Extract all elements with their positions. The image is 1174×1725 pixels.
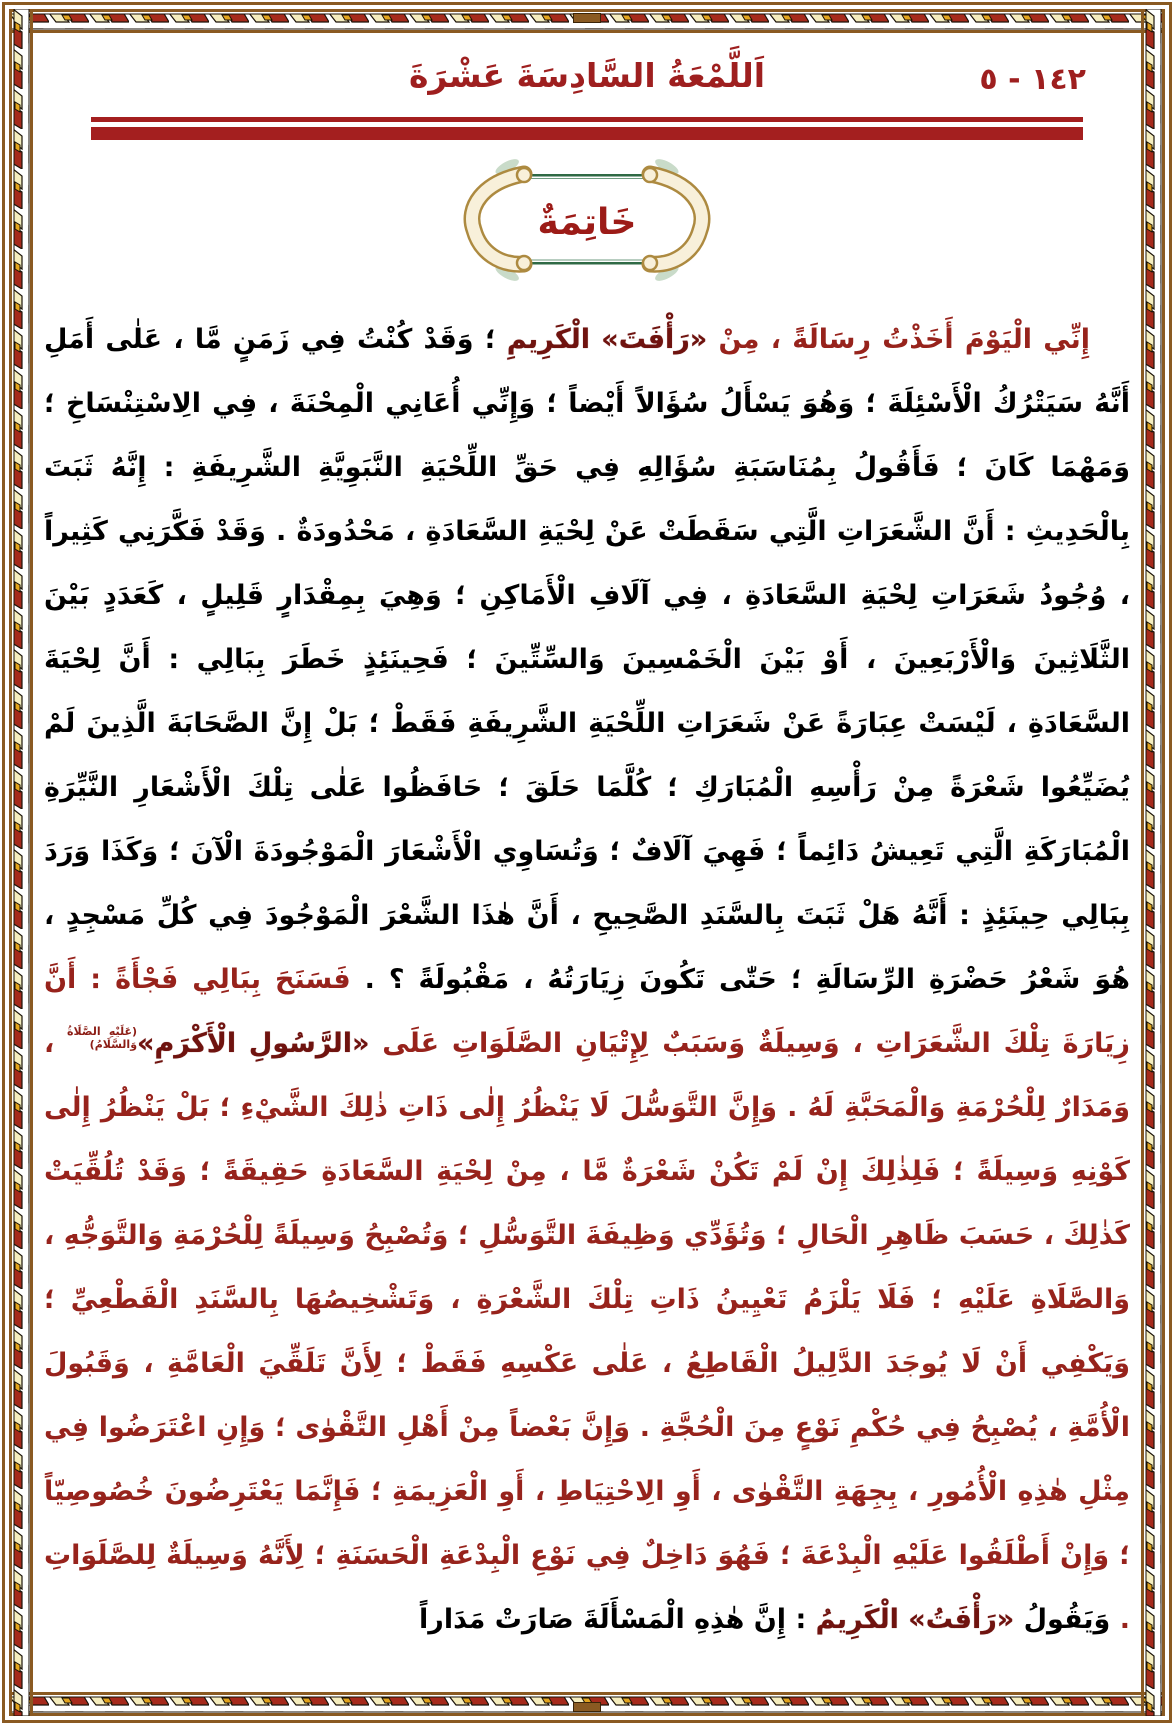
green-rail-bottom-thin-icon [524, 260, 650, 261]
page-number: ١٤٢ - ٥ [979, 62, 1086, 97]
body-segment: وَيَقُولُ [1014, 1604, 1111, 1635]
header-rule-thick [91, 127, 1083, 140]
green-rail-top-icon [524, 174, 650, 177]
body-segment-name-prophet: «الرَّسُولِ الْأَكْرَمِ» [137, 1028, 370, 1059]
body-segment: ، وَمَدَارٌ لِلْحُرْمَةِ وَالْمَحَبَّةِ لَهُ . وَإِنَّ التَّوَسُّلَ لَا يَنْظُرُ إِلٰى ذَاتِ ذٰلِكَ الشَّيْءِ ؛ بَلْ يَنْظُرُ إِلٰى كَوْنِهِ وَسِيلَةً ؛ فَلِذٰلِكَ إِنْ لَمْ تَكُنْ شَعْرَةٌ مَّا ، مِنْ لِحْيَةِ السَّعَادَةِ حَقِيقَةً ؛ وَقَدْ تُلُقِّيَتْ كَذٰلِكَ ، حَسَبَ ظَاهِرِ الْحَالِ ؛ وَتُؤَدِّي وَظِيفَةَ التَّوَسُّلِ ؛ وَتُصْبِحُ وَسِيلَةً لِلْحُرْمَةِ وَالتَّوَجُّهِ ، وَالصَّلَاةِ عَلَيْهِ ؛ فَلَا يَلْزَمُ تَعْيِينُ ذَاتِ تِلْكَ الشَّعْرَةِ ، وَتَشْخِيصُهَا بِالسَّنَدِ الْقَطْعِيِّ ؛ وَيَكْفِي أَنْ لَا يُوجَدَ الدَّلِيلُ الْقَاطِعُ ، عَلٰى عَكْسِهِ فَقَطْ ؛ لِأَنَّ تَلَقِّيَ الْعَامَّةِ ، وَقَبُولَ الْأُمَّةِ ، يُصْبِحُ فِي حُكْمِ نَوْعٍ مِنَ الْحُجَّةِ . وَإِنَّ بَعْضاً مِنْ أَهْلِ التَّقْوٰى ؛ وَإِنِ اعْتَرَضُوا فِي مِثْلِ هٰذِهِ الْأُمُورِ ، بِجِهَةِ التَّقْوٰى ، أَوِ الِاحْتِيَاطِ ، أَوِ الْعَزِيمَةِ ؛ فَإِنَّمَا يَعْتَرِضُونَ خُصُوصِيّاً ؛ وَإِنْ أَطْلَقُوا عَلَيْهِ الْبِدْعَةَ ؛ فَهُوَ دَاخِلٌ فِي نَوْعِ الْبِدْعَةِ الْحَسَنَةِ ؛ لِأَنَّهُ وَسِيلَةٌ لِلصَّلَوَاتِ . [44, 1028, 1130, 1635]
ornamental-border-left [9, 9, 33, 1716]
honorific-mark: (عَلَيْهِ الصَّلَاةُ وَالسَّلَامُ) [67, 1025, 138, 1051]
khatimah-ornament [0, 154, 1174, 292]
green-rail-top-thin-icon [524, 178, 650, 179]
body-segment: ؛ وَقَدْ كُنْتُ فِي زَمَنٍ مَّا ، عَلٰى أَمَلِ أَنَّهُ سَيَتْرُكُ الْأَسْئِلَةَ ؛ وَهُوَ يَسْأَلُ سُؤَالاً أَيْضاً ؛ وَإِنِّي أُعَانِي الْمِحْنَةَ ، فِي الِاسْتِنْسَاخِ ؛ وَمَهْمَا كَانَ ؛ فَأَقُولُ بِمُنَاسَبَةِ سُؤَالِهِ فِي حَقِّ اللِّحْيَةِ النَّبَوِيَّةِ الشَّرِيفَةِ : إِنَّهُ ثَبَتَ بِالْحَدِيثِ : أَنَّ الشَّعَرَاتِ الَّتِي سَقَطَتْ عَنْ لِحْيَةِ السَّعَادَةِ ، مَحْدُودَةٌ . وَقَدْ فَكَّرَنِي كَثِيراً ، وُجُودُ شَعَرَاتِ لِحْيَةِ السَّعَادَةِ ، فِي آلَافِ الْأَمَاكِنِ ؛ وَهِيَ بِمِقْدَارٍ قَلِيلٍ ، كَعَدَدٍ بَيْنَ الثَّلَاثِينَ وَالْأَرْبَعِينَ ، أَوْ بَيْنَ الْخَمْسِينَ وَالسِّتِّينَ ؛ فَحِينَئِذٍ خَطَرَ بِبَالِي : أَنَّ لِحْيَةَ السَّعَادَةِ ، لَيْسَتْ عِبَارَةً عَنْ شَعَرَاتِ اللِّحْيَةِ الشَّرِيفَةِ فَقَطْ ؛ بَلْ إِنَّ الصَّحَابَةَ الَّذِينَ لَمْ يُضَيِّعُوا شَعْرَةً مِنْ رَأْسِهِ الْمُبَارَكِ ؛ كُلَّمَا حَلَقَ ؛ حَافَظُوا عَلٰى تِلْكَ الْأَشْعَارِ النَّيِّرَةِ الْمُبَارَكَةِ الَّتِي تَعِيشُ دَائِماً ؛ فَهِيَ آلَافٌ ؛ وَتُسَاوِي الْأَشْعَارَ الْمَوْجُودَةَ الْآنَ ؛ وَكَذَا وَرَدَ بِبَالِي حِينَئِذٍ : أَنَّهُ هَلْ ثَبَتَ بِالسَّنَدِ الصَّحِيحِ ، أَنَّ هٰذَا الشَّعْرَ الْمَوْجُودَ فِي كُلِّ مَسْجِدٍ ، هُوَ شَعْرُ حَضْرَةِ الرِّسَالَةِ ؛ حَتّٰى تَكُونَ زِيَارَتُهُ ، مَقْبُولَةً ؟ . [44, 324, 1130, 995]
cartouche-icon [452, 154, 722, 288]
body-segment-name-raafat: «رَأْفَتَ» الْكَرِيمِ [506, 324, 708, 355]
page-title: اَللَّمْعَةُ السَّادِسَةَ عَشْرَةَ [408, 56, 766, 95]
border-chain-icon [1141, 9, 1165, 1716]
border-center-tab-icon [573, 1702, 601, 1712]
ornamental-border-bottom [9, 1692, 1165, 1716]
green-rail-bottom-icon [524, 262, 650, 265]
border-chain-icon [9, 9, 33, 1716]
header-rule [91, 117, 1083, 140]
body-segment-name-raafat: «رَأْفَتُ» الْكَرِيمُ [815, 1604, 1015, 1635]
body-segment: إِنِّي الْيَوْمَ أَخَذْتُ رِسَالَةً ، مِنْ [707, 324, 1090, 355]
body-paragraph [44, 308, 1130, 1660]
body-segment: : إِنَّ هٰذِهِ الْمَسْأَلَةَ صَارَتْ مَدَاراً [419, 1604, 816, 1635]
page-header [0, 0, 1174, 95]
body-segment: فَسَنَحَ بِبَالِي فَجْأَةً : أَنَّ زِيَارَةَ تِلْكَ الشَّعَرَاتِ ، وَسِيلَةٌ وَسَبَبٌ لِإِتْيَانِ الصَّلَوَاتِ عَلَى [44, 964, 1130, 1059]
paragraph [44, 308, 1130, 1652]
khatimah-heading: خَاتِمَةٌ [537, 202, 637, 243]
ornamental-border-right [1141, 9, 1165, 1716]
